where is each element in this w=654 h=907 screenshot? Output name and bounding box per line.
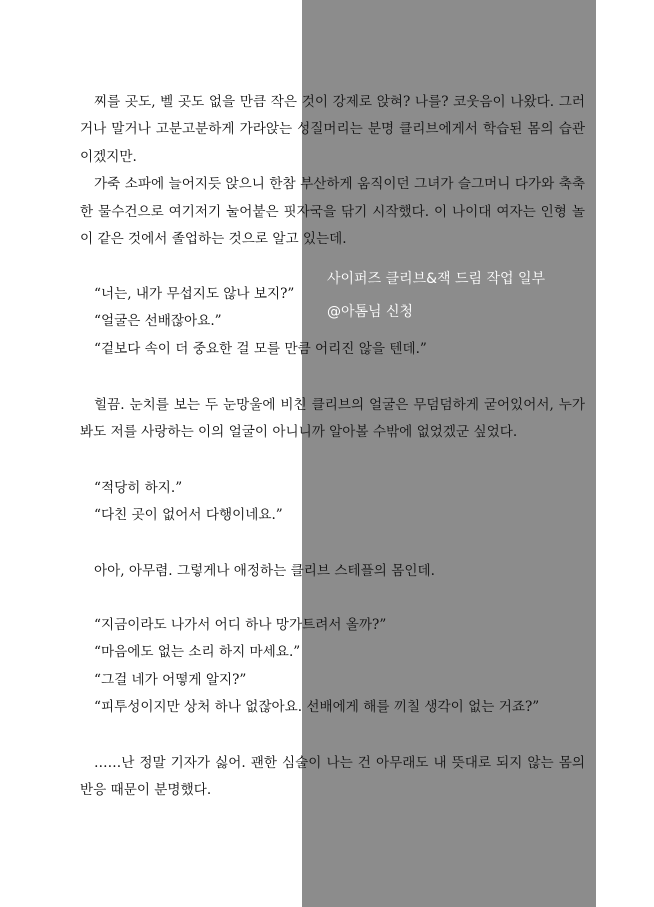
paragraph-4-block — [80, 750, 585, 805]
overlay-caption-credit: @아톰님 신청 — [327, 304, 414, 320]
paragraph: ……난 정말 기자가 싫어. 괜한 심술이 나는 건 아무래도 내 뜻대로 되지 않는 몸의 반응 때문이 분명했다. — [80, 755, 585, 799]
dialogue-block-1 — [80, 281, 585, 363]
dialogue-line: “너는, 내가 무섭지도 않나 보지?” — [94, 286, 295, 302]
paragraph-1-block — [80, 89, 585, 253]
dialogue-line: “지금이라도 나가서 어디 하나 망가트려서 올까?” — [94, 617, 387, 633]
paragraph: 힐끔. 눈치를 보는 두 눈망울에 비친 클리브의 얼굴은 무덤덤하게 굳어있어서, 누가 봐도 저를 사랑하는 이의 얼굴이 아니니까 알아볼 수밖에 없었겠군 싶었다. — [80, 397, 585, 441]
dialogue-line: “겉보다 속이 더 중요한 걸 모를 만큼 어리진 않을 텐데.” — [94, 340, 427, 357]
dialogue-line: “피투성이지만 상처 하나 없잖아요. 선배에게 해를 끼칠 생각이 없는 거죠?” — [94, 699, 540, 716]
paragraph: 아아, 아무렴. 그렇게나 애정하는 클리브 스테플의 몸인데. — [94, 563, 435, 579]
dialogue-block-3 — [80, 612, 585, 722]
paragraph-3-block — [80, 558, 585, 585]
overlay-caption-title: 사이퍼즈 클리브&잭 드림 작업 일부 — [327, 271, 546, 287]
dialogue-line: “다친 곳이 없어서 다행이네요.” — [94, 507, 283, 524]
dialogue-block-2 — [80, 475, 585, 530]
paragraph: 가죽 소파에 늘어지듯 앉으니 한참 부산하게 움직이던 그녀가 슬그머니 다가와 축축한 물수건으로 여기저기 눌어붙은 핏자국을 닦기 시작했다. 이 나이대 여자는 인형 놀이 같은 것에서 졸업하는 것으로 알고 있는데. — [80, 176, 585, 248]
dialogue-line: “마음에도 없는 소리 하지 마세요.” — [94, 644, 301, 661]
dialogue-line: “그걸 네가 어떻게 알지?” — [94, 671, 247, 688]
paragraph: 찌를 곳도, 벨 곳도 없을 만큼 작은 것이 강제로 앉혀? 나를? 코웃음이 나왔다. 그러거나 말거나 고분고분하게 가라앉는 성질머리는 분명 클리브에게서 학습된 몸의 습관이겠지만. — [80, 94, 585, 165]
dialogue-line: “적당히 하지.” — [94, 480, 183, 496]
dialogue-line: “얼굴은 선배잖아요.” — [94, 313, 222, 330]
paragraph-2-block — [80, 392, 585, 447]
